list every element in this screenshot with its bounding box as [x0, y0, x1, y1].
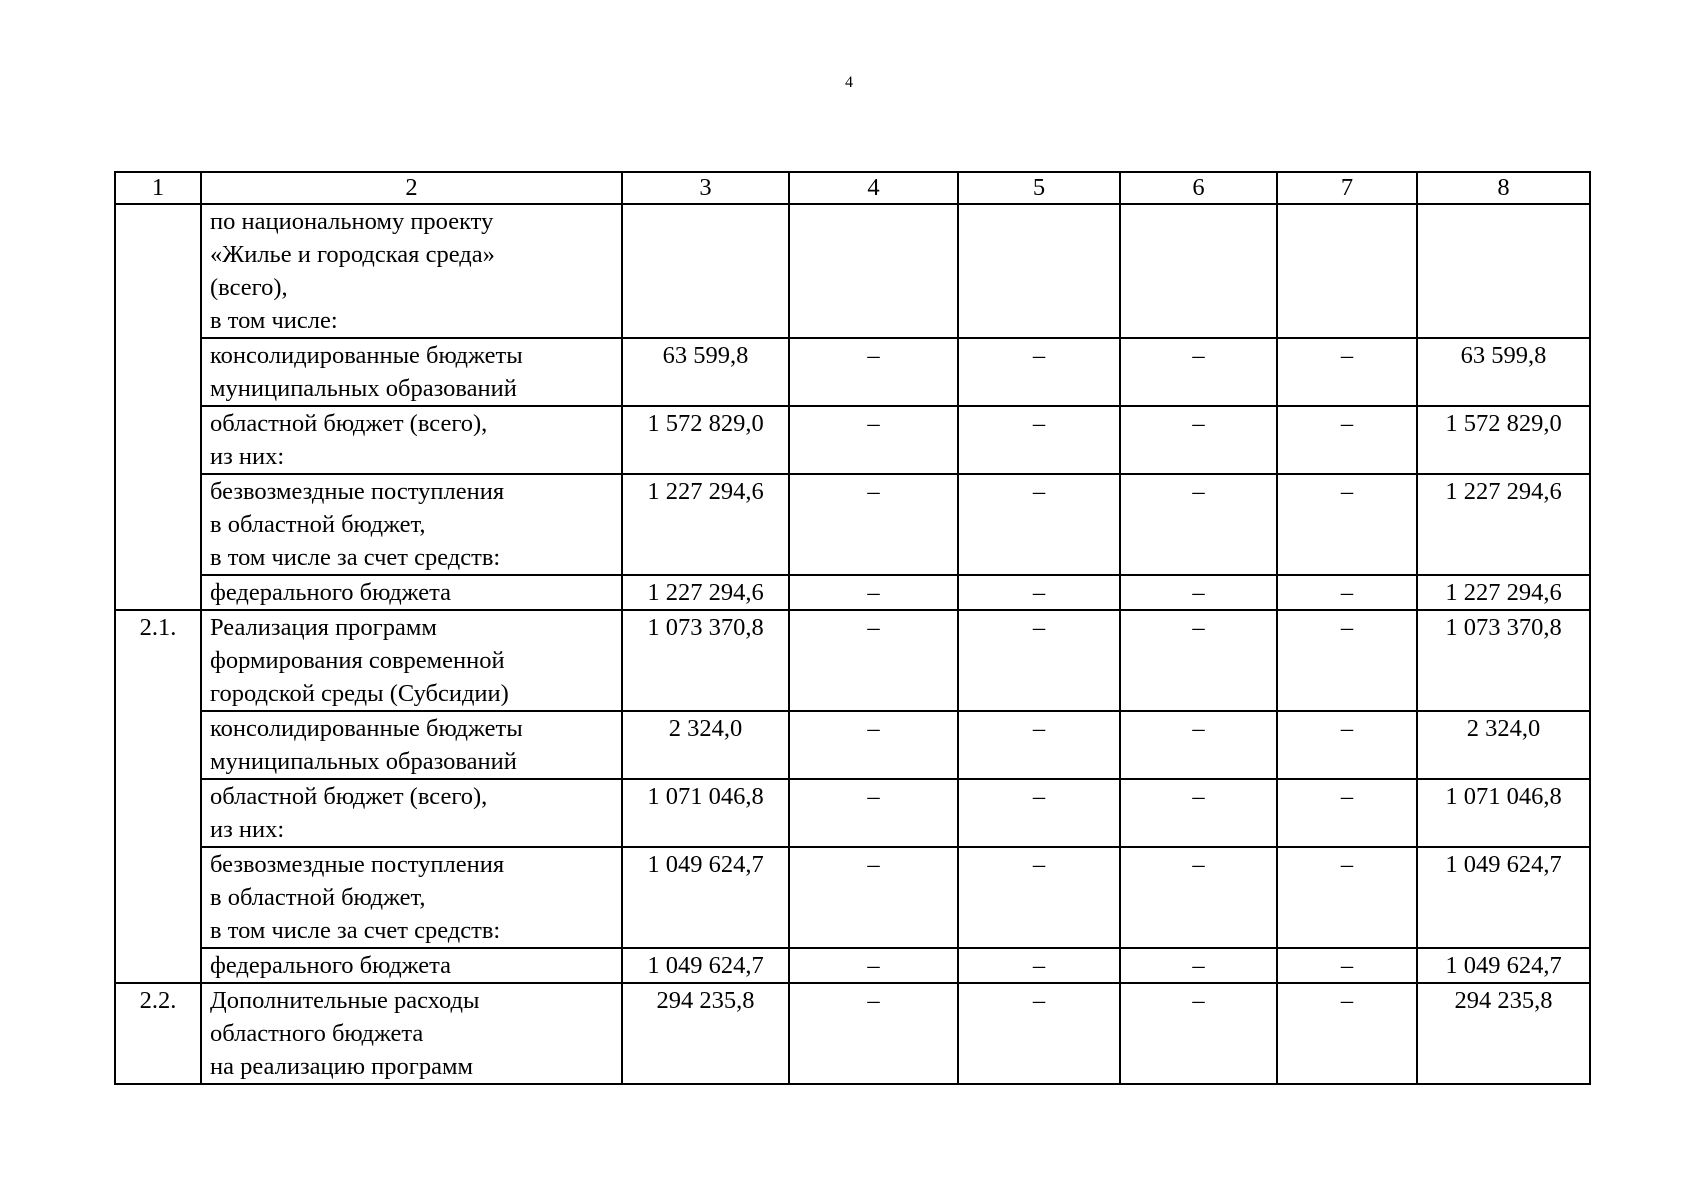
- row-label-line: (всего),: [210, 274, 288, 301]
- table-row: [115, 406, 1590, 474]
- column-number: 5: [958, 172, 1120, 204]
- empty-value-dash: –: [789, 474, 958, 575]
- amount-cell: 1 049 624,7: [1417, 847, 1590, 948]
- amount-cell: 1 073 370,8: [622, 610, 789, 711]
- empty-value-dash: –: [789, 779, 958, 847]
- row-number-cell: [115, 474, 201, 575]
- empty-value-dash: –: [789, 711, 958, 779]
- empty-value-dash: –: [958, 983, 1120, 1084]
- table-row: [115, 610, 1590, 711]
- row-label-line: в том числе за счет средств:: [210, 917, 501, 944]
- empty-value-dash: –: [1277, 474, 1417, 575]
- empty-value-dash: –: [789, 406, 958, 474]
- table-row: [115, 204, 1590, 338]
- empty-value-dash: –: [1120, 610, 1277, 711]
- column-number: 2: [201, 172, 622, 204]
- row-number-cell: 2.2.: [115, 983, 201, 1084]
- empty-value-dash: –: [958, 610, 1120, 711]
- empty-value-dash: –: [789, 983, 958, 1084]
- amount-cell: 1 049 624,7: [622, 948, 789, 983]
- row-label-line: безвозмездные поступления: [210, 478, 505, 505]
- empty-value-dash: –: [789, 847, 958, 948]
- column-number: 8: [1417, 172, 1590, 204]
- empty-value-dash: –: [1277, 338, 1417, 406]
- column-number: 4: [789, 172, 958, 204]
- empty-value-dash: –: [1277, 779, 1417, 847]
- amount-cell: 63 599,8: [622, 338, 789, 406]
- budget-table: [114, 171, 1591, 1085]
- row-number-cell: [115, 847, 201, 948]
- row-number-cell: [115, 711, 201, 779]
- row-number-cell: [115, 338, 201, 406]
- row-label-line: по национальному проекту: [210, 208, 494, 235]
- column-number: 7: [1277, 172, 1417, 204]
- row-label-line: городской среды (Субсидии): [210, 680, 509, 707]
- table-row: [115, 779, 1590, 847]
- row-label-cell: [201, 983, 622, 1084]
- row-label-line: федерального бюджета: [210, 952, 452, 979]
- table-row: [115, 338, 1590, 406]
- row-label-line: из них:: [210, 816, 285, 843]
- empty-value-dash: –: [789, 948, 958, 983]
- empty-value-dash: –: [958, 847, 1120, 948]
- empty-value-dash: –: [789, 610, 958, 711]
- amount-cell: 1 227 294,6: [1417, 575, 1590, 610]
- row-label-cell: [201, 711, 622, 779]
- row-number-cell: [115, 406, 201, 474]
- empty-value-dash: –: [1120, 338, 1277, 406]
- row-label-line: формирования современной: [210, 647, 505, 674]
- row-label-cell: [201, 847, 622, 948]
- amount-cell: [622, 204, 789, 338]
- amount-cell: 1 227 294,6: [1417, 474, 1590, 575]
- amount-cell: 1 071 046,8: [622, 779, 789, 847]
- empty-value-dash: –: [1277, 847, 1417, 948]
- amount-cell: 294 235,8: [622, 983, 789, 1084]
- amount-cell: 1 227 294,6: [622, 474, 789, 575]
- amount-cell: 1 572 829,0: [622, 406, 789, 474]
- empty-value-dash: –: [1120, 711, 1277, 779]
- amount-cell: 1 227 294,6: [622, 575, 789, 610]
- empty-value-dash: –: [1120, 474, 1277, 575]
- row-label-line: муниципальных образований: [210, 748, 517, 775]
- row-label-line: в областной бюджет,: [210, 884, 426, 911]
- row-number-cell: [115, 204, 201, 338]
- amount-cell: [1277, 204, 1417, 338]
- empty-value-dash: –: [958, 338, 1120, 406]
- amount-cell: 1 049 624,7: [1417, 948, 1590, 983]
- amount-cell: 1 049 624,7: [622, 847, 789, 948]
- empty-value-dash: –: [1120, 779, 1277, 847]
- empty-value-dash: –: [958, 711, 1120, 779]
- amount-cell: 1 071 046,8: [1417, 779, 1590, 847]
- empty-value-dash: –: [789, 338, 958, 406]
- row-label-line: в том числе за счет средств:: [210, 544, 501, 571]
- table-row: [115, 575, 1590, 610]
- row-number-cell: [115, 575, 201, 610]
- row-label-line: областной бюджет (всего),: [210, 410, 488, 437]
- column-number: 1: [115, 172, 201, 204]
- empty-value-dash: –: [958, 575, 1120, 610]
- amount-cell: 2 324,0: [1417, 711, 1590, 779]
- amount-cell: [1417, 204, 1590, 338]
- column-number: 3: [622, 172, 789, 204]
- row-label-line: областной бюджет (всего),: [210, 783, 488, 810]
- row-label-line: в областной бюджет,: [210, 511, 426, 538]
- page-number: 4: [845, 74, 853, 91]
- empty-value-dash: –: [1277, 406, 1417, 474]
- row-label-cell: [201, 474, 622, 575]
- empty-value-dash: –: [958, 779, 1120, 847]
- table-row: [115, 711, 1590, 779]
- amount-cell: 1 572 829,0: [1417, 406, 1590, 474]
- table-row: [115, 847, 1590, 948]
- row-label-cell: [201, 406, 622, 474]
- row-label-line: на реализацию программ: [210, 1053, 473, 1080]
- row-number-cell: [115, 779, 201, 847]
- empty-value-dash: –: [1277, 983, 1417, 1084]
- row-label-cell: [201, 779, 622, 847]
- amount-cell: 294 235,8: [1417, 983, 1590, 1084]
- row-label-cell: [201, 338, 622, 406]
- row-label-cell: [201, 575, 622, 610]
- amount-cell: [958, 204, 1120, 338]
- empty-value-dash: –: [1277, 711, 1417, 779]
- table-row: [115, 474, 1590, 575]
- empty-value-dash: –: [1277, 575, 1417, 610]
- row-number-cell: [115, 948, 201, 983]
- row-label-line: федерального бюджета: [210, 579, 452, 606]
- row-label-line: «Жилье и городская среда»: [210, 241, 495, 268]
- row-label-line: областного бюджета: [210, 1020, 424, 1047]
- table-row: [115, 983, 1590, 1084]
- row-label-line: Реализация программ: [210, 614, 437, 641]
- empty-value-dash: –: [1120, 948, 1277, 983]
- row-label-line: консолидированные бюджеты: [210, 715, 523, 742]
- empty-value-dash: –: [1120, 983, 1277, 1084]
- column-number: 6: [1120, 172, 1277, 204]
- row-label-line: в том числе:: [210, 307, 338, 334]
- row-label-cell: [201, 204, 622, 338]
- amount-cell: 2 324,0: [622, 711, 789, 779]
- table-row: [115, 948, 1590, 983]
- column-number-row: [115, 172, 1590, 204]
- row-label-cell: [201, 948, 622, 983]
- empty-value-dash: –: [1120, 406, 1277, 474]
- empty-value-dash: –: [1277, 610, 1417, 711]
- amount-cell: 1 073 370,8: [1417, 610, 1590, 711]
- row-label-line: муниципальных образований: [210, 375, 517, 402]
- empty-value-dash: –: [789, 575, 958, 610]
- row-label-line: консолидированные бюджеты: [210, 342, 523, 369]
- empty-value-dash: –: [1120, 847, 1277, 948]
- amount-cell: [1120, 204, 1277, 338]
- empty-value-dash: –: [1277, 948, 1417, 983]
- amount-cell: [789, 204, 958, 338]
- empty-value-dash: –: [958, 948, 1120, 983]
- row-number-cell: 2.1.: [115, 610, 201, 711]
- empty-value-dash: –: [958, 406, 1120, 474]
- row-label-cell: [201, 610, 622, 711]
- empty-value-dash: –: [1120, 575, 1277, 610]
- row-label-line: из них:: [210, 443, 285, 470]
- empty-value-dash: –: [958, 474, 1120, 575]
- amount-cell: 63 599,8: [1417, 338, 1590, 406]
- row-label-line: Дополнительные расходы: [210, 987, 480, 1014]
- row-label-line: безвозмездные поступления: [210, 851, 505, 878]
